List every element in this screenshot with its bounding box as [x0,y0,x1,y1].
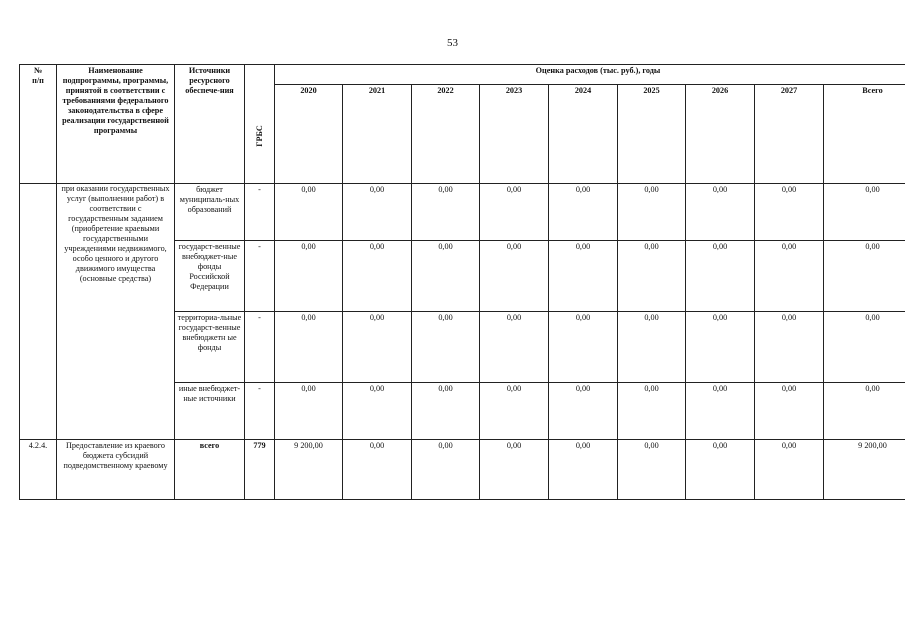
value-cell: 0,00 [618,184,686,241]
header-estimate: Оценка расходов (тыс. руб.), годы [275,65,905,85]
header-row-1 [20,65,905,85]
value-cell: 0,00 [549,440,618,500]
value-cell: 0,00 [618,383,686,440]
value-cell: 0,00 [480,184,549,241]
budget-table [19,64,905,500]
value-cell: 0,00 [686,184,755,241]
row-num-empty [20,184,57,440]
value-cell: 0,00 [412,383,480,440]
row-num: 4.2.4. [20,440,57,500]
value-cell: 0,00 [275,184,343,241]
value-cell: 0,00 [549,241,618,312]
value-cell: 0,00 [412,312,480,383]
value-cell: 0,00 [275,241,343,312]
value-cell: 0,00 [412,184,480,241]
year-header: 2027 [755,85,824,184]
year-header: 2026 [686,85,755,184]
year-header: 2020 [275,85,343,184]
year-header: 2021 [343,85,412,184]
value-cell: 0,00 [618,440,686,500]
year-header: 2024 [549,85,618,184]
value-cell: 0,00 [686,383,755,440]
grbs-cell: - [245,312,275,383]
value-cell: 0,00 [480,241,549,312]
source-cell: государст-венные внебюджет-ные фонды Российской Федерации [175,241,245,312]
value-cell: 0,00 [686,312,755,383]
item-description: Предоставление из краевого бюджета субсидий подведомственному краевому [57,440,175,500]
grbs-cell: - [245,383,275,440]
value-cell: 0,00 [618,312,686,383]
total-cell: 0,00 [824,184,905,241]
total-cell: 0,00 [824,241,905,312]
value-cell: 0,00 [275,312,343,383]
value-cell: 0,00 [755,312,824,383]
value-cell: 0,00 [275,383,343,440]
source-cell: всего [175,440,245,500]
page-number: 53 [447,37,458,49]
year-header: 2022 [412,85,480,184]
value-cell: 0,00 [412,241,480,312]
value-cell: 0,00 [686,440,755,500]
total-cell: 0,00 [824,312,905,383]
grbs-cell: - [245,241,275,312]
value-cell: 0,00 [343,312,412,383]
table-row [20,440,905,500]
value-cell: 0,00 [618,241,686,312]
total-header: Всего [824,85,905,184]
value-cell: 0,00 [412,440,480,500]
value-cell: 0,00 [686,241,755,312]
source-cell: бюджет муниципаль-ных образований [175,184,245,241]
grbs-cell: - [245,184,275,241]
year-header: 2023 [480,85,549,184]
header-name: Наименование подпрограммы, программы, принятой в соответствии с требованиями федерального законодательства в сфере реализации государственной программы [57,65,175,184]
table-row [20,184,905,241]
value-cell: 0,00 [480,383,549,440]
value-cell: 0,00 [549,184,618,241]
source-cell: территориа-льные государст-венные внебюджетн ые фонды [175,312,245,383]
value-cell: 0,00 [549,383,618,440]
value-cell: 0,00 [755,440,824,500]
year-header: 2025 [618,85,686,184]
value-cell: 0,00 [549,312,618,383]
value-cell: 0,00 [755,184,824,241]
value-cell: 9 200,00 [275,440,343,500]
value-cell: 0,00 [343,440,412,500]
total-cell: 9 200,00 [824,440,905,500]
value-cell: 0,00 [343,184,412,241]
value-cell: 0,00 [755,383,824,440]
total-cell: 0,00 [824,383,905,440]
value-cell: 0,00 [480,440,549,500]
value-cell: 0,00 [343,383,412,440]
value-cell: 0,00 [480,312,549,383]
source-cell: иные внебюджет-ные источники [175,383,245,440]
value-cell: 0,00 [755,241,824,312]
header-num: № п/п [20,65,57,184]
header-sources: Источники ресурсного обеспече-ния [175,65,245,184]
item-description-continued: при оказании государственных услуг (выполнении работ) в соответствии с государственным заданием (приобретение краевыми государственными учреждениями недвижимого, особо ценного и другого движимого имущества (основные средства) [57,184,175,440]
header-grbs: ГРБС [245,65,275,184]
grbs-cell: 779 [245,440,275,500]
value-cell: 0,00 [343,241,412,312]
